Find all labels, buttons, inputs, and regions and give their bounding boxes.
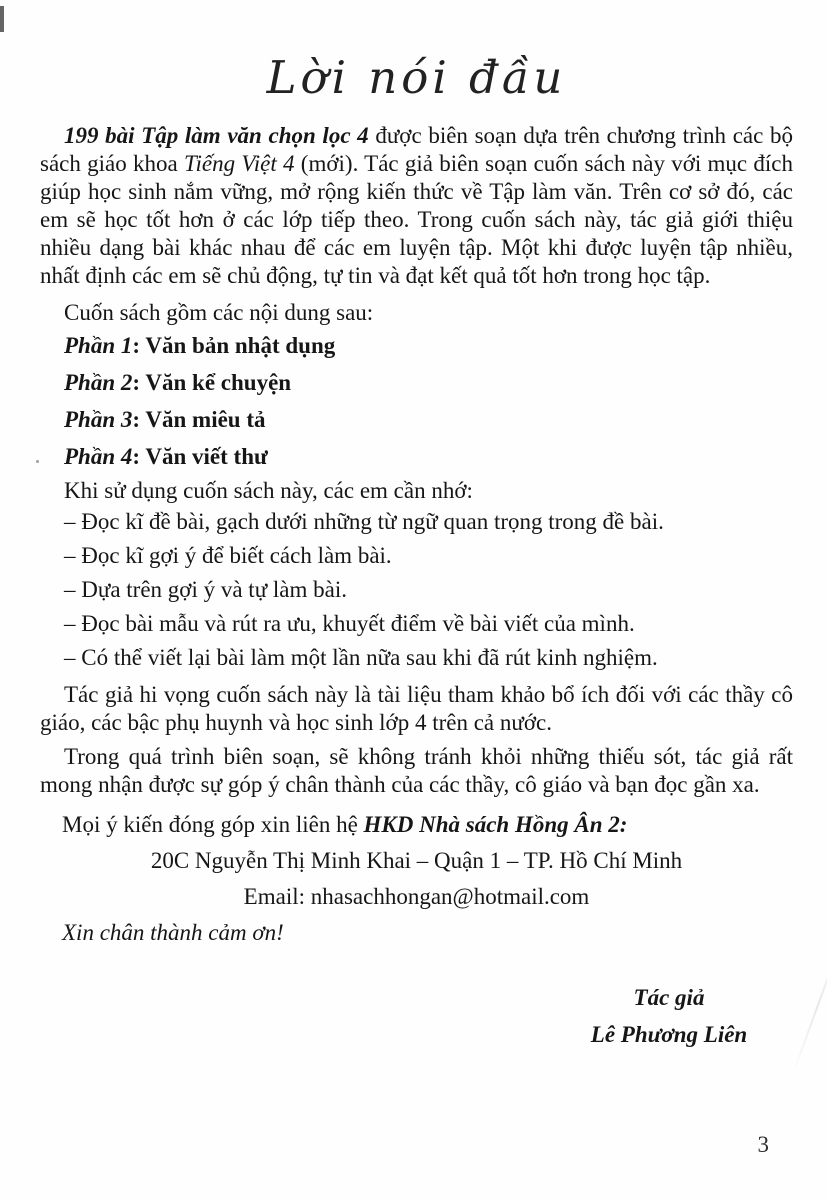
tip-item-1: – Đọc kĩ đề bài, gạch dưới những từ ngữ quan trọng trong đề bài. xyxy=(64,509,664,534)
tip-item-5: – Có thể viết lại bài làm một lần nữa sau khi đã rút kinh nghiệm. xyxy=(64,645,658,670)
part-item-1: Phần 1: Văn bản nhật dụng xyxy=(64,333,336,358)
part-item-4: Phần 4: Văn viết thư xyxy=(64,444,268,469)
contact-line: Mọi ý kiến đóng góp xin liên hệ HKD Nhà sách Hồng Ân 2: xyxy=(62,812,628,837)
thanks-line: Xin chân thành cảm ơn! xyxy=(62,920,284,945)
tip-item-4: – Đọc bài mẫu và rút ra ưu, khuyết điểm về bài viết của mình. xyxy=(64,611,635,636)
scan-edge-artifact xyxy=(0,6,4,32)
tip-item-3: – Dựa trên gợi ý và tự làm bài. xyxy=(64,577,347,602)
tip-item-2: – Đọc kĩ gợi ý để biết cách làm bài. xyxy=(64,543,392,568)
hope-paragraph: Tác giả hi vọng cuốn sách này là tài liệu tham khảo bổ ích đối với các thầy cô giáo, các bậc phụ huynh và học sinh lớp 4 trên cả nước. xyxy=(40,682,793,735)
part-item-2: Phần 2: Văn kể chuyện xyxy=(64,370,292,395)
author-name: Lê Phương Liên xyxy=(590,1022,748,1047)
usage-intro: Khi sử dụng cuốn sách này, các em cần nhớ: xyxy=(64,478,473,503)
scan-speck-artifact xyxy=(36,460,39,463)
page-number: 3 xyxy=(757,1132,769,1157)
scan-smudge-artifact xyxy=(791,934,827,1076)
signature-block xyxy=(549,979,789,1053)
intro-paragraph: 199 bài Tập làm văn chọn lọc 4 được biên soạn dựa trên chương trình các bộ sách giáo khoa Tiếng Việt 4 (mới). Tác giả biên soạn cuốn sách này với mục đích giúp học sinh nắm vững, mở rộng kiến thức về Tập làm văn. Trên cơ sở đó, các em sẽ học tốt hơn ở các lớp tiếp theo. Trong cuốn sách này, tác giả giới thiệu nhiều dạng bài khác nhau để các em luyện tập. Một khi được luyện tập nhiều, nhất định các em sẽ chủ động, tự tin và đạt kết quả tốt hơn trong học tập. xyxy=(40,123,794,288)
address-line: 20C Nguyễn Thị Minh Khai – Quận 1 – TP. Hồ Chí Minh xyxy=(150,848,683,873)
part-item-3: Phần 3: Văn miêu tả xyxy=(64,407,266,432)
preface-title: Lời nói đầu xyxy=(266,51,567,104)
contents-intro: Cuốn sách gồm các nội dung sau: xyxy=(64,300,374,325)
feedback-paragraph: Trong quá trình biên soạn, sẽ không tránh khỏi những thiếu sót, tác giả rất mong nhận được sự góp ý chân thành của các thầy, cô giáo và bạn đọc gần xa. xyxy=(40,744,793,797)
author-role: Tác giả xyxy=(633,985,705,1010)
email-line: Email: nhasachhongan@hotmail.com xyxy=(243,884,590,909)
